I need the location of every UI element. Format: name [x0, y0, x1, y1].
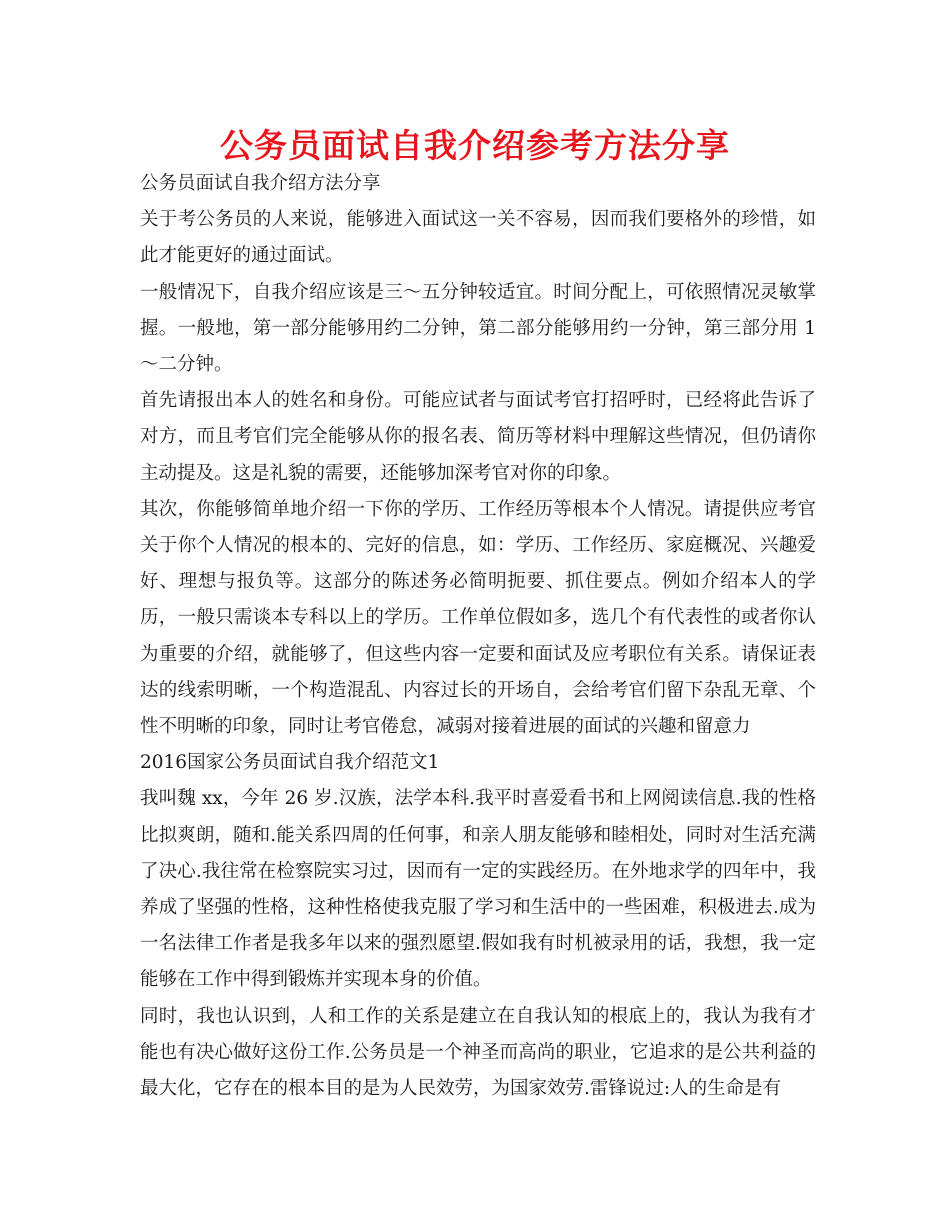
document-title: 公务员面试自我介绍参考方法分享: [220, 126, 730, 165]
name-identity-paragraph: 首先请报出本人的姓名和身份。可能应试者与面试考官打招呼时，已经将此告诉了对方，而且考官们完全能够从你的报名表、简历等材料中理解这些情况，但仍请你主动提及。这是礼貌的需要，还能够加深考官对你的印象。: [140, 390, 816, 484]
intro-paragraph: 关于考公务员的人来说，能够进入面试这一关不容易，因而我们要格外的珍惜，如此才能更好的通过面试。: [140, 209, 816, 267]
sample-paragraph-2: 同时，我也认识到，人和工作的关系是建立在自我认知的根底上的，我认为我有才能也有决心做好这份工作.公务员是一个神圣而高尚的职业，它追求的是公共利益的最大化，它存在的根本目的是为人民效劳，为国家效劳.雷锋说过:人的生命是有: [140, 1005, 816, 1100]
document-body: [140, 166, 816, 1107]
timing-paragraph: 一般情况下，自我介绍应该是三～五分钟较适宜。时间分配上，可依照情况灵敏掌握。一般地，第一部分能够用约二分钟，第二部分能够用约一分钟，第三部分用 1～二分钟。: [140, 281, 816, 376]
sample-paragraph-1: 我叫魏 xx，今年 26 岁.汉族，法学本科.我平时喜爱看书和上网阅读信息.我的性格比拟爽朗，随和.能关系四周的任何事，和亲人朋友能够和睦相处，同时对生活充满了决心.我往常在检察院实习过，因而有一定的实践经历。在外地求学的四年中，我养成了坚强的性格，这种性格使我克服了学习和生活中的一些困难，积极进去.成为一名法律工作者是我多年以来的强烈愿望.假如我有时机被录用的话，我想，我一定能够在工作中得到锻炼并实现本身的价值。: [140, 788, 816, 991]
sample-heading: 2016国家公务员面试自我介绍范文1: [140, 752, 440, 774]
subtitle-paragraph: 公务员面试自我介绍方法分享: [140, 173, 381, 194]
background-paragraph: 其次，你能够简单地介绍一下你的学历、工作经历等根本个人情况。请提供应考官关于你个人情况的根本的、完好的信息，如：学历、工作经历、家庭概况、兴趣爱好、理想与报负等。这部分的陈述务必简明扼要、抓住要点。例如介绍本人的学历，一般只需谈本专科以上的学历。工作单位假如多，选几个有代表性的或者你认为重要的介绍，就能够了，但这些内容一定要和面试及应考职位有关系。请保证表达的线索明晰，一个构造混乱、内容过长的开场自，会给考官们留下杂乱无章、个性不明晰的印象，同时让考官倦怠，减弱对接着进展的面试的兴趣和留意力: [140, 498, 816, 738]
